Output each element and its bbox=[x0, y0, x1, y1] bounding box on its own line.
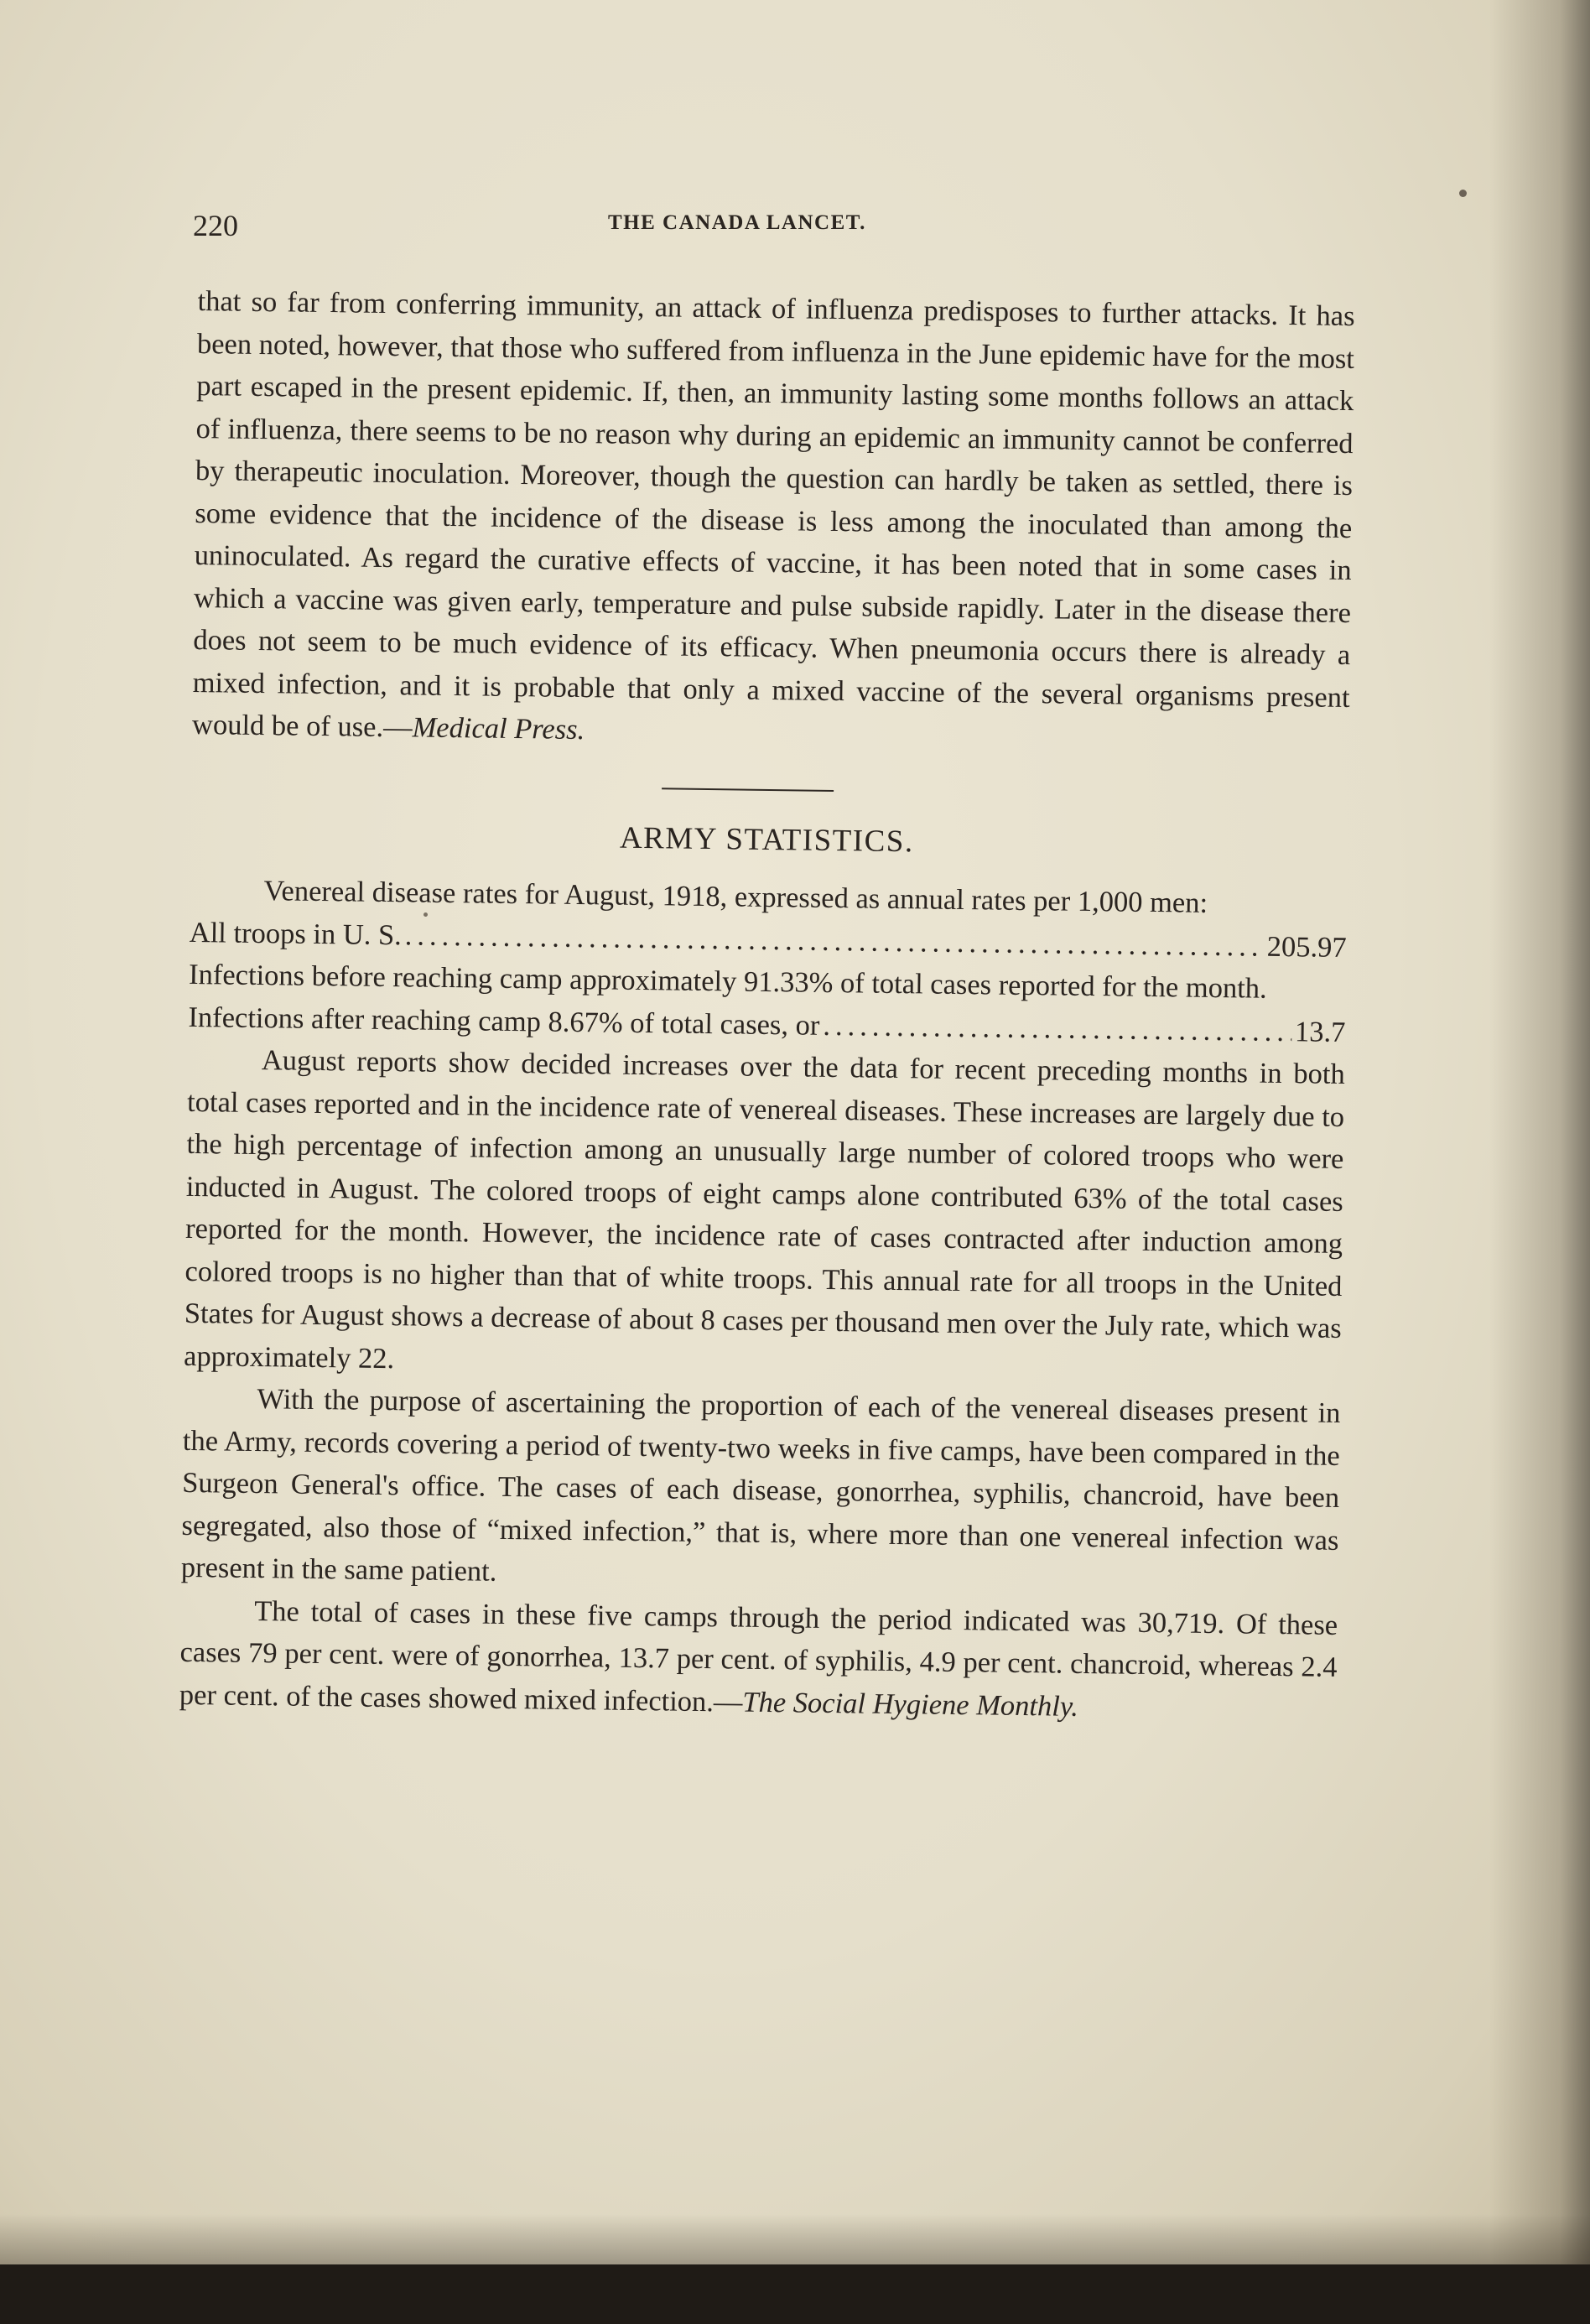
section-title: ARMY STATISTICS. bbox=[619, 820, 914, 859]
infections-before-line: Infections before reaching camp approximately 91.33% of total cases reported for the month. bbox=[188, 958, 1267, 1005]
ink-speck bbox=[1459, 190, 1467, 197]
body-paragraph: August reports show decided increases over the data for recent preceding months in both total cases reported and in the incidence rate of venereal diseases. These increases are largely due to the high percentage of infection among an unusually large number of colored troops who were inducted in August. The colored troops of eight camps alone contributed 63% of the total cases reported for the month. However, the incidence rate of cases contracted after induction among colored troops is no higher than that of white troops. This annual rate for all troops in the United States for August shows a decrease of about 8 cases per thousand men over the July rate, which was approximately 22. bbox=[183, 1044, 1345, 1375]
infections-after-label: Infections after reaching camp 8.67% of total cases, or bbox=[188, 1001, 820, 1042]
intro-paragraph-text: that so far from conferring immunity, an attack of influenza predisposes to further attacks. It has been noted, however, that those who suffered from influenza in the June epidemic have for the most part escaped in the present epidemic. If, then, an immunity lasting some months follows an attack of influenza, there seems to be no reason why during an epidemic an immunity cannot be conferred by therapeutic inoculation. Moreover, though the question can hardly be taken as settled, there is some evidence that the incidence of the disease is less among the inoculated than among the uninoculated. As regard the curative effects of vaccine, it has been noted that in some cases in which a vaccine was given early, temperature and pulse subside rapidly. Later in the disease there does not seem to be much evidence of its efficacy. When pneumonia occurs there is already a mixed infection, and it is probable that only a mixed vaccine of the several organisms present would be of use.— bbox=[191, 284, 1355, 744]
final-paragraph-source: The Social Hygiene Monthly. bbox=[742, 1686, 1079, 1723]
page-number: 220 bbox=[193, 209, 238, 242]
section-intro: Venereal disease rates for August, 1918, expressed as annual rates per 1,000 men: bbox=[263, 875, 1208, 919]
final-paragraph bbox=[179, 1588, 1338, 1731]
all-troops-label: All troops in U. S. bbox=[189, 916, 403, 951]
infections-after-value: 13.7 bbox=[1294, 1015, 1346, 1048]
running-head: THE CANADA LANCET. bbox=[608, 211, 866, 234]
page-body bbox=[179, 280, 1355, 1731]
section-divider bbox=[662, 788, 834, 792]
body-paragraph: With the purpose of ascertaining the proportion of each of the venereal diseases present in the Army, records covering a period of twenty-two weeks in five camps, have been compared in the Surgeon General's office. The cases of each disease, gonorrhea, syphilis, chancroid, have been segregated, also those of “mixed infection,” that is, where more than one venereal infection was present in the same patient. bbox=[180, 1383, 1341, 1588]
all-troops-value: 205.97 bbox=[1266, 930, 1347, 964]
page-bottom-shadow bbox=[0, 2214, 1590, 2264]
final-paragraph-text: The total of cases in these five camps through the period indicated was 30,719. Of these cases 79 per cent. were of gonorrhea, 13.7 per cent. of syphilis, 4.9 per cent. chancroid, whereas 2.4 per cent. of the cases showed mixed infection.— bbox=[179, 1594, 1338, 1718]
scan-bottom-edge bbox=[0, 2264, 1590, 2324]
intro-paragraph bbox=[192, 280, 1355, 762]
dot-leader bbox=[823, 1004, 1291, 1053]
page-gutter-shadow bbox=[1489, 0, 1590, 2264]
page-header bbox=[193, 208, 1367, 250]
intro-paragraph-source: Medical Press. bbox=[412, 711, 585, 746]
